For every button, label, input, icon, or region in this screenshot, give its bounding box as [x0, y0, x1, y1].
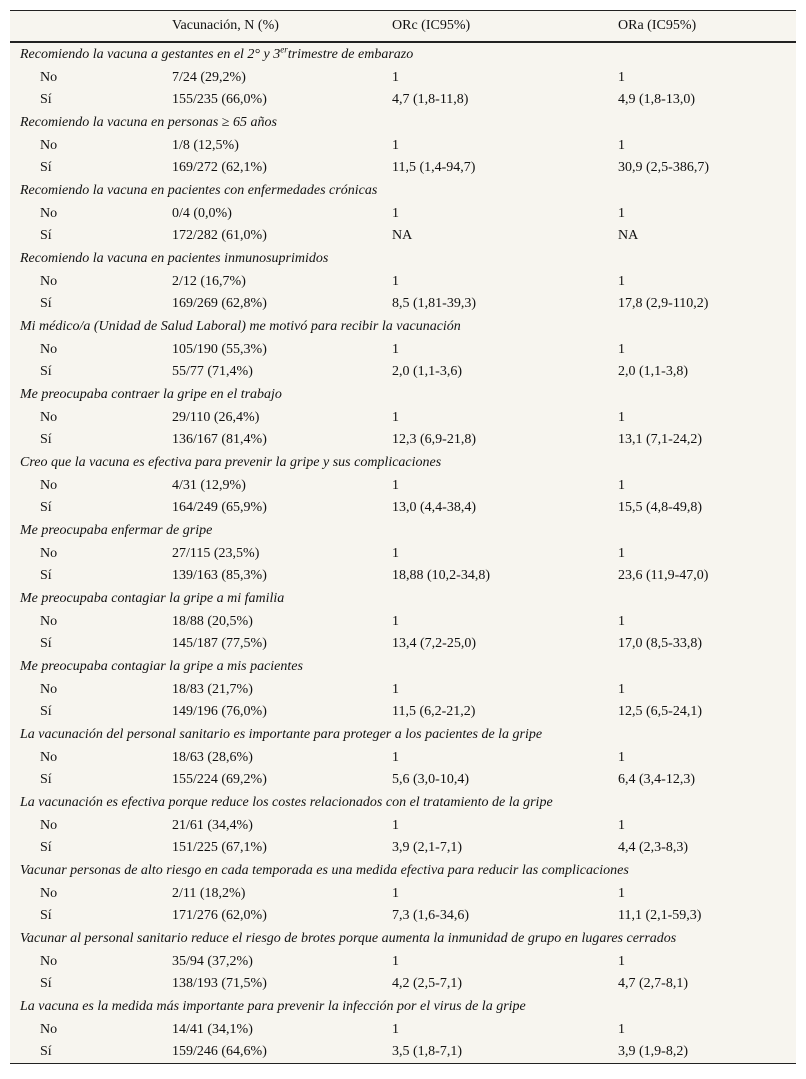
response-label: Sí [40, 976, 52, 991]
table-row [10, 679, 796, 701]
vaccination-count: 138/193 (71,5%) [172, 976, 267, 991]
question-title [10, 451, 796, 475]
vaccination-count: 159/246 (64,6%) [172, 1041, 392, 1064]
vaccination-count: 169/272 (62,1%) [172, 160, 267, 175]
question-title [10, 655, 796, 679]
table-row [10, 225, 796, 247]
vaccination-count: 105/190 (55,3%) [172, 342, 267, 357]
crude-odds-ratio: 1 [392, 206, 399, 221]
response-label: Sí [40, 160, 52, 175]
group-header-row [10, 859, 796, 883]
adjusted-odds-ratio: 1 [618, 342, 625, 357]
adjusted-odds-ratio: 4,9 (1,8-13,0) [618, 92, 695, 107]
vaccination-count: 151/225 (67,1%) [172, 840, 267, 855]
header-col-label [10, 11, 172, 43]
vaccination-odds-table [10, 10, 796, 1064]
crude-odds-ratio: 1 [392, 70, 399, 85]
group-header-row [10, 791, 796, 815]
table-row [10, 951, 796, 973]
response-label: Sí [40, 432, 52, 447]
table-row [10, 543, 796, 565]
group-header-row [10, 383, 796, 407]
response-label: Sí [40, 228, 52, 243]
adjusted-odds-ratio: 1 [618, 1022, 625, 1037]
vaccination-count: 18/63 (28,6%) [172, 750, 253, 765]
question-text: Me preocupaba contagiar la gripe a mis pacientes [20, 659, 303, 674]
response-label: No [40, 342, 58, 357]
vaccination-count: 2/12 (16,7%) [172, 274, 246, 289]
question-text: Me preocupaba enfermar de gripe [20, 523, 213, 538]
table-row [10, 271, 796, 293]
question-text: Recomiendo la vacuna en pacientes con enfermedades crónicas [20, 183, 378, 198]
vaccination-count: 136/167 (81,4%) [172, 432, 267, 447]
adjusted-odds-ratio: 15,5 (4,8-49,8) [618, 500, 702, 515]
group-header-row [10, 519, 796, 543]
adjusted-odds-ratio: 6,4 (3,4-12,3) [618, 772, 695, 787]
group-header-row [10, 247, 796, 271]
header-row [10, 11, 796, 43]
vaccination-count: 18/83 (21,7%) [172, 682, 253, 697]
crude-odds-ratio: 1 [392, 546, 399, 561]
question-title [10, 247, 796, 271]
response-label: No [40, 954, 58, 969]
adjusted-odds-ratio: 12,5 (6,5-24,1) [618, 704, 702, 719]
adjusted-odds-ratio: 1 [618, 546, 625, 561]
table-row [10, 565, 796, 587]
response-label: Sí [40, 704, 52, 719]
question-title [10, 519, 796, 543]
question-title [10, 315, 796, 339]
adjusted-odds-ratio: 17,8 (2,9-110,2) [618, 296, 709, 311]
vaccination-count: 169/269 (62,8%) [172, 296, 267, 311]
response-label: Sí [40, 908, 52, 923]
table-row [10, 769, 796, 791]
crude-odds-ratio: 1 [392, 682, 399, 697]
question-text: Creo que la vacuna es efectiva para prevenir la gripe y sus complicaciones [20, 455, 442, 470]
adjusted-odds-ratio: 1 [618, 614, 625, 629]
question-text: Recomiendo la vacuna en personas ≥ 65 años [20, 115, 277, 130]
vaccination-count: 27/115 (23,5%) [172, 546, 260, 561]
vaccination-count: 7/24 (29,2%) [172, 70, 246, 85]
adjusted-odds-ratio: 4,7 (2,7-8,1) [618, 976, 688, 991]
crude-odds-ratio: 1 [392, 410, 399, 425]
crude-odds-ratio: 4,7 (1,8-11,8) [392, 92, 469, 107]
vaccination-count: 29/110 (26,4%) [172, 410, 260, 425]
question-title [10, 383, 796, 407]
adjusted-odds-ratio: 17,0 (8,5-33,8) [618, 636, 702, 651]
table-row [10, 135, 796, 157]
table-row [10, 157, 796, 179]
response-label: No [40, 138, 58, 153]
crude-odds-ratio: 1 [392, 886, 399, 901]
response-label: No [40, 818, 58, 833]
question-title [10, 587, 796, 611]
question-title [10, 927, 796, 951]
adjusted-odds-ratio: 13,1 (7,1-24,2) [618, 432, 702, 447]
response-label: Sí [40, 92, 52, 107]
table-body [10, 42, 796, 1064]
adjusted-odds-ratio: 23,6 (11,9-47,0) [618, 568, 709, 583]
table-row [10, 475, 796, 497]
response-label: No [40, 410, 58, 425]
table-row [10, 815, 796, 837]
vaccination-count: 35/94 (37,2%) [172, 954, 253, 969]
table-row [10, 905, 796, 927]
vaccination-count: 1/8 (12,5%) [172, 138, 239, 153]
table-row [10, 633, 796, 655]
table-row [10, 339, 796, 361]
group-header-row [10, 995, 796, 1019]
question-text: Me preocupaba contagiar la gripe a mi familia [20, 591, 285, 606]
table-row [10, 701, 796, 723]
response-label: Sí [40, 364, 52, 379]
question-text: La vacunación del personal sanitario es importante para proteger a los pacientes de la gripe [20, 727, 543, 742]
question-text: Mi médico/a (Unidad de Salud Laboral) me motivó para recibir la vacunación [20, 319, 461, 334]
group-header-row [10, 179, 796, 203]
table-row [10, 611, 796, 633]
vaccination-count: 149/196 (76,0%) [172, 704, 267, 719]
group-header-row [10, 42, 796, 67]
table-row [10, 293, 796, 315]
crude-odds-ratio: NA [392, 228, 413, 243]
crude-odds-ratio: 1 [392, 274, 399, 289]
table-row [10, 837, 796, 859]
question-text: La vacuna es la medida más importante para prevenir la infección por el virus de la gripe [20, 999, 526, 1014]
vaccination-count: 171/276 (62,0%) [172, 908, 267, 923]
crude-odds-ratio: 11,5 (1,4-94,7) [392, 160, 476, 175]
vaccination-count: 2/11 (18,2%) [172, 886, 246, 901]
crude-odds-ratio: 1 [392, 954, 399, 969]
adjusted-odds-ratio: 3,9 (1,9-8,2) [618, 1041, 796, 1064]
adjusted-odds-ratio: 1 [618, 274, 625, 289]
response-label: Sí [40, 296, 52, 311]
table-row [10, 203, 796, 225]
group-header-row [10, 451, 796, 475]
crude-odds-ratio: 1 [392, 750, 399, 765]
table-header [10, 11, 796, 43]
adjusted-odds-ratio: 30,9 (2,5-386,7) [618, 160, 709, 175]
crude-odds-ratio: 13,0 (4,4-38,4) [392, 500, 476, 515]
crude-odds-ratio: 3,9 (2,1-7,1) [392, 840, 462, 855]
adjusted-odds-ratio: 2,0 (1,1-3,8) [618, 364, 688, 379]
response-label: Sí [40, 568, 52, 583]
response-label: No [40, 750, 58, 765]
response-label: No [40, 274, 58, 289]
adjusted-odds-ratio: 1 [618, 954, 625, 969]
table-row [10, 67, 796, 89]
response-label: Sí [40, 772, 52, 787]
crude-odds-ratio: 1 [392, 1022, 399, 1037]
results-table [10, 10, 796, 1064]
vaccination-count: 145/187 (77,5%) [172, 636, 267, 651]
response-label: No [40, 614, 58, 629]
question-text: Vacunar personas de alto riesgo en cada temporada es una medida efectiva para reducir las complicaciones [20, 863, 629, 878]
response-label: No [40, 478, 58, 493]
header-col-orc: ORc (IC95%) [392, 18, 471, 33]
question-title [10, 42, 796, 67]
group-header-row [10, 655, 796, 679]
crude-odds-ratio: 12,3 (6,9-21,8) [392, 432, 476, 447]
table-row [10, 429, 796, 451]
adjusted-odds-ratio: 1 [618, 682, 625, 697]
crude-odds-ratio: 8,5 (1,81-39,3) [392, 296, 476, 311]
group-header-row [10, 315, 796, 339]
crude-odds-ratio: 1 [392, 614, 399, 629]
adjusted-odds-ratio: 1 [618, 478, 625, 493]
vaccination-count: 21/61 (34,4%) [172, 818, 253, 833]
response-label: Sí [40, 840, 52, 855]
response-label: No [40, 546, 58, 561]
vaccination-count: 139/163 (85,3%) [172, 568, 267, 583]
adjusted-odds-ratio: 4,4 (2,3-8,3) [618, 840, 688, 855]
question-title [10, 859, 796, 883]
adjusted-odds-ratio: NA [618, 228, 639, 243]
question-title [10, 791, 796, 815]
adjusted-odds-ratio: 1 [618, 410, 625, 425]
response-label: No [40, 682, 58, 697]
adjusted-odds-ratio: 1 [618, 750, 625, 765]
question-title [10, 179, 796, 203]
crude-odds-ratio: 13,4 (7,2-25,0) [392, 636, 476, 651]
response-label: No [40, 1022, 58, 1037]
table-row [10, 1019, 796, 1041]
crude-odds-ratio: 4,2 (2,5-7,1) [392, 976, 462, 991]
vaccination-count: 164/249 (65,9%) [172, 500, 267, 515]
vaccination-count: 18/88 (20,5%) [172, 614, 253, 629]
question-text: Vacunar al personal sanitario reduce el riesgo de brotes porque aumenta la inmunidad de grupo en lugares cerrados [20, 931, 677, 946]
question-text: Recomiendo la vacuna a gestantes en el 2° y 3 [20, 47, 281, 62]
adjusted-odds-ratio: 1 [618, 818, 625, 833]
group-header-row [10, 111, 796, 135]
header-col-vacunacion: Vacunación, N (%) [172, 18, 279, 33]
adjusted-odds-ratio: 1 [618, 206, 625, 221]
vaccination-count: 155/224 (69,2%) [172, 772, 267, 787]
question-text: La vacunación es efectiva porque reduce los costes relacionados con el tratamiento de la gripe [20, 795, 553, 810]
crude-odds-ratio: 5,6 (3,0-10,4) [392, 772, 469, 787]
response-label: No [40, 206, 58, 221]
table-row [10, 973, 796, 995]
crude-odds-ratio: 18,88 (10,2-34,8) [392, 568, 490, 583]
table-row [10, 747, 796, 769]
adjusted-odds-ratio: 1 [618, 138, 625, 153]
adjusted-odds-ratio: 1 [618, 886, 625, 901]
crude-odds-ratio: 1 [392, 478, 399, 493]
table-row [10, 1041, 796, 1064]
table-row [10, 883, 796, 905]
crude-odds-ratio: 11,5 (6,2-21,2) [392, 704, 476, 719]
crude-odds-ratio: 2,0 (1,1-3,6) [392, 364, 462, 379]
header-col-ora: ORa (IC95%) [618, 18, 697, 33]
crude-odds-ratio: 1 [392, 818, 399, 833]
group-header-row [10, 927, 796, 951]
vaccination-count: 14/41 (34,1%) [172, 1022, 253, 1037]
table-row [10, 361, 796, 383]
group-header-row [10, 587, 796, 611]
response-label: Sí [10, 1041, 172, 1064]
response-label: No [40, 886, 58, 901]
adjusted-odds-ratio: 1 [618, 70, 625, 85]
question-title [10, 995, 796, 1019]
table-row [10, 407, 796, 429]
question-superscript: er [280, 44, 288, 55]
vaccination-count: 155/235 (66,0%) [172, 92, 267, 107]
table-row [10, 497, 796, 519]
vaccination-count: 55/77 (71,4%) [172, 364, 253, 379]
crude-odds-ratio: 7,3 (1,6-34,6) [392, 908, 469, 923]
table-row [10, 89, 796, 111]
vaccination-count: 172/282 (61,0%) [172, 228, 267, 243]
group-header-row [10, 723, 796, 747]
response-label: Sí [40, 636, 52, 651]
question-text-tail: trimestre de embarazo [287, 47, 414, 62]
response-label: No [40, 70, 58, 85]
crude-odds-ratio: 3,5 (1,8-7,1) [392, 1041, 618, 1064]
question-title [10, 111, 796, 135]
response-label: Sí [40, 500, 52, 515]
adjusted-odds-ratio: 11,1 (2,1-59,3) [618, 908, 702, 923]
crude-odds-ratio: 1 [392, 342, 399, 357]
question-title [10, 723, 796, 747]
question-text: Recomiendo la vacuna en pacientes inmunosuprimidos [20, 251, 329, 266]
question-text: Me preocupaba contraer la gripe en el trabajo [20, 387, 282, 402]
vaccination-count: 0/4 (0,0%) [172, 206, 232, 221]
vaccination-count: 4/31 (12,9%) [172, 478, 246, 493]
crude-odds-ratio: 1 [392, 138, 399, 153]
